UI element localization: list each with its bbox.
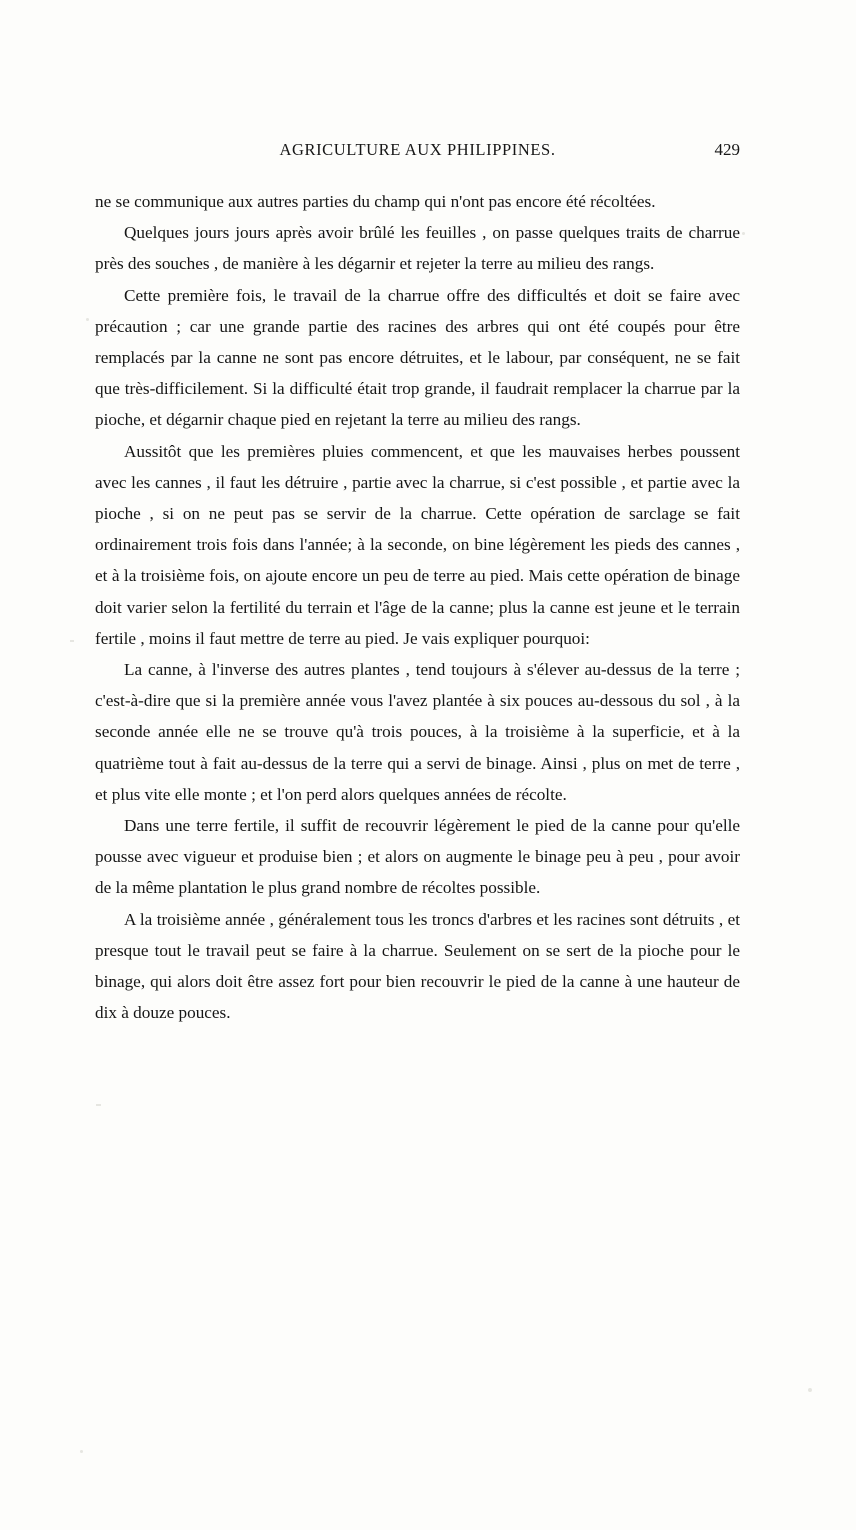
body-paragraph: Cette première fois, le travail de la charrue offre des difficultés et doit se faire avec précaution ; car une grande partie des racines des arbres qui ont été coupés pour être remplacés par la canne ne sont pas encore détruites, et le labour, par conséquent, ne se fait que très-difficilement. Si la difficulté était trop grande, il faudrait remplacer la charrue par la pioche, et dégarnir chaque pied en rejetant la terre au milieu des rangs. bbox=[95, 285, 740, 430]
body-paragraph: Aussitôt que les premières pluies commencent, et que les mauvaises herbes poussent avec les cannes , il faut les détruire , partie avec la charrue, si c'est possible , et partie avec la pioche , si on ne peut pas se servir de la charrue. Cette opération de sarclage se fait ordinairement trois fois dans l'année; à la seconde, on bine légèrement les pieds des cannes , et à la troisième fois, on ajoute encore un peu de terre au pied. Mais cette opération de binage doit varier selon la fertilité du terrain et l'âge de la canne; plus la canne est jeune et le terrain fertile , moins il faut mettre de terre au pied. Je vais expliquer pourquoi: bbox=[95, 441, 740, 648]
paper-speck bbox=[742, 232, 745, 235]
page-number: 429 bbox=[714, 140, 740, 159]
paper-speck bbox=[808, 1388, 812, 1392]
body-paragraph: Dans une terre fertile, il suffit de recouvrir légèrement le pied de la canne pour qu'elle pousse avec vigueur et produise bien ; et alors on augmente le binage peu à peu , pour avoir de la même plantation le plus grand nombre de récoltes possible. bbox=[95, 816, 740, 898]
page-header bbox=[95, 140, 740, 160]
body-paragraph: La canne, à l'inverse des autres plantes , tend toujours à s'élever au-dessus de la terre ; c'est-à-dire que si la première année vous l'avez plantée à six pouces au-dessous du sol , à la seconde année elle ne se trouve qu'à trois pouces, à la troisième à la superficie, et à la quatrième tout à fait au-dessus de la terre qui a servi de binage. Ainsi , plus on met de terre , et plus vite elle monte ; et l'on perd alors quelques années de récolte. bbox=[95, 660, 740, 804]
paper-speck bbox=[70, 640, 74, 642]
paper-speck bbox=[80, 1450, 83, 1453]
paper-speck bbox=[96, 1104, 101, 1106]
body-paragraph: Quelques jours jours après avoir brûlé les feuilles , on passe quelques traits de charrue près des souches , de manière à les dégarnir et rejeter la terre au milieu des rangs. bbox=[95, 223, 740, 274]
body-paragraph: A la troisième année , généralement tous les troncs d'arbres et les racines sont détruits , et presque tout le travail peut se faire à la charrue. Seulement on se sert de la pioche pour le binage, qui alors doit être assez fort pour bien recouvrir le pied de la canne à une hauteur de dix à douze pouces. bbox=[95, 909, 740, 1023]
page-content bbox=[95, 140, 740, 1028]
body-paragraph: ne se communique aux autres parties du champ qui n'ont pas encore été récoltées. bbox=[95, 192, 656, 211]
running-head: AGRICULTURE AUX PHILIPPINES. bbox=[279, 140, 556, 159]
paper-speck bbox=[86, 318, 89, 321]
